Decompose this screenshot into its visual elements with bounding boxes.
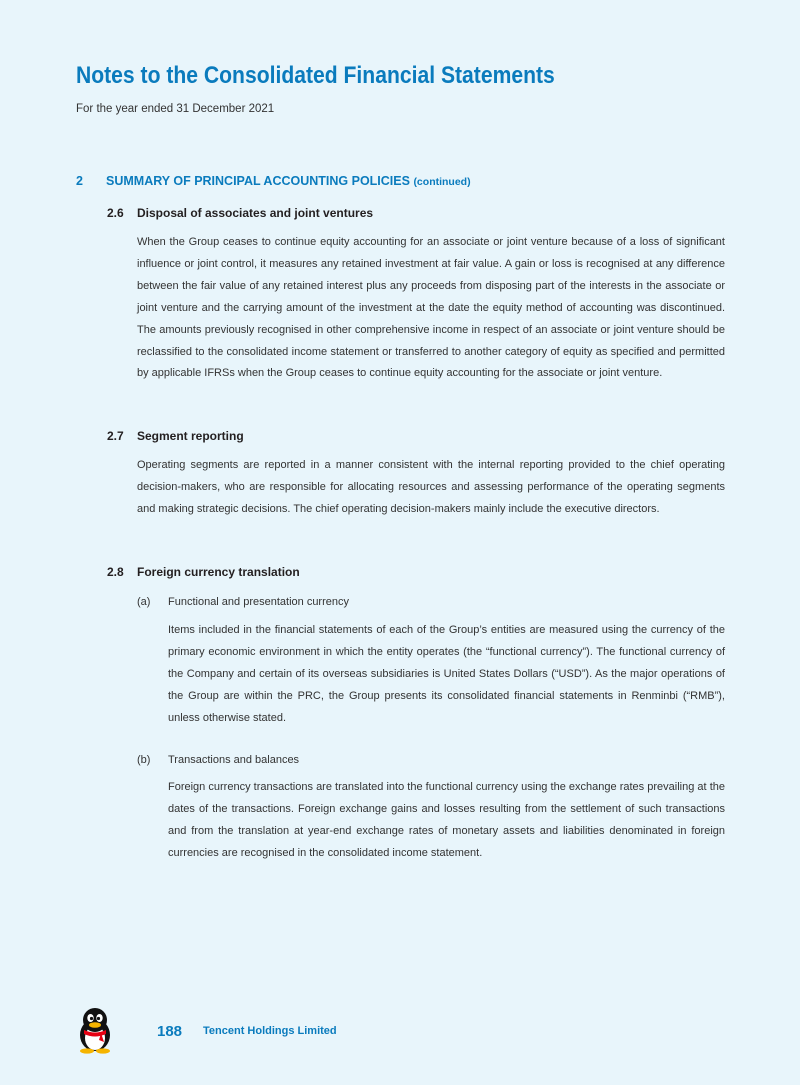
subsection-number: 2.6 [107, 206, 124, 220]
section-heading [76, 174, 471, 188]
item-body-b: Foreign currency transactions are translated into the functional currency using the exchange rates prevailing at the dates of the transactions. Foreign exchange gains and losses resulting from the settlement of such transactions and from the translation at year-end exchange rates of monetary assets and liabilities denominated in foreign currencies are recognised in the consolidated income statement. [168, 781, 725, 859]
subsection-number: 2.8 [107, 565, 124, 579]
company-name: Tencent Holdings Limited [203, 1025, 337, 1037]
item-label-b: (b) [137, 754, 151, 766]
page-number: 188 [157, 1023, 183, 1040]
page-title: Notes to the Consolidated Financial Statements [76, 62, 555, 89]
item-title-a: Functional and presentation currency [168, 596, 349, 608]
subsection-body-2-6: When the Group ceases to continue equity accounting for an associate or joint venture because of a loss of significant influence or joint control, it measures any retained investment at fair value. A gain or loss is recognised at any difference between the fair value of any retained interest plus any proceeds from disposing part of the interests in the associate or joint venture and the carrying amount of the investment at the date the equity method of accounting was discontinued. The amounts previously recognised in other comprehensive income in respect of an associate or joint venture should be reclassified to the consolidated income statement or transferred to another category of equity as specified and permitted by applicable IFRSs when the Group ceases to continue equity accounting for the associate or joint venture. [137, 236, 725, 380]
subsection-body-2-7: Operating segments are reported in a manner consistent with the internal reporting provided to the chief operating decision-makers, who are responsible for allocating resources and assessing performance of the operating segments and making strategic decisions. The chief operating decision-makers mainly include the executive directors. [137, 459, 725, 515]
subsection-heading-2-6 [107, 206, 373, 220]
subsection-title: Foreign currency translation [137, 565, 300, 579]
subsection-heading-2-7 [107, 429, 244, 443]
item-body-a: Items included in the financial statements of each of the Group’s entities are measured using the currency of the primary economic environment in which the entity operates (the “functional currency”). The functional currency of the Company and certain of its overseas subsidiaries is United States Dollars (“USD”). As the major operations of the Group are within the PRC, the Group presents its consolidated financial statements in Renminbi (“RMB”), unless otherwise stated. [168, 624, 725, 724]
penguin-logo-icon [74, 1006, 116, 1054]
subsection-heading-2-8 [107, 565, 300, 579]
section-title: SUMMARY OF PRINCIPAL ACCOUNTING POLICIES [106, 174, 410, 188]
section-number: 2 [76, 174, 83, 188]
subsection-title: Disposal of associates and joint ventures [137, 206, 374, 220]
item-label-a: (a) [137, 596, 151, 608]
page-subtitle: For the year ended 31 December 2021 [76, 103, 275, 115]
subsection-number: 2.7 [107, 429, 124, 443]
section-continued: (continued) [413, 176, 471, 188]
item-title-b: Transactions and balances [168, 754, 300, 766]
subsection-title: Segment reporting [137, 429, 244, 443]
